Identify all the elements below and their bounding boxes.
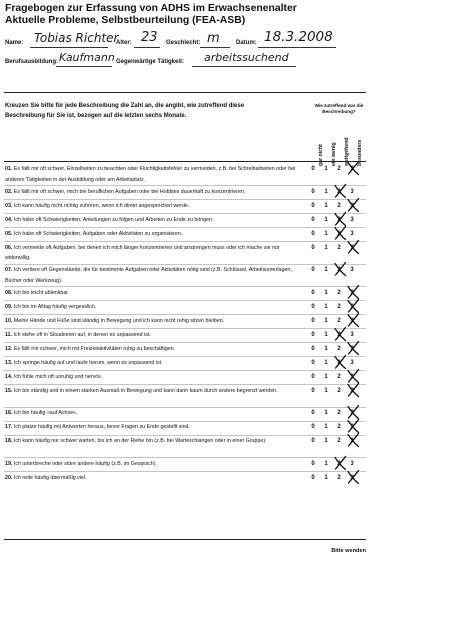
question-row	[0, 422, 452, 435]
instructions: Kreuzen Sie bitte für jede Beschreibung die Zahl an, die angibt, wie zutreffend diese Beschreibung für Sie ist, bezogen auf die letzten sechs Monate.	[5, 103, 245, 119]
question-text	[5, 436, 297, 447]
date-field[interactable]: 18.3.2008	[264, 29, 333, 45]
question-text	[5, 201, 297, 212]
question-label: Ich rede häufig übermäßig viel.	[13, 474, 87, 481]
question-text	[5, 288, 297, 299]
score-option-2[interactable]: 2	[337, 303, 341, 310]
form-title: Fragebogen zur Erfassung von ADHS im Erwachsenenalter	[5, 3, 297, 14]
question-text	[5, 265, 297, 286]
question-number: 15.	[5, 387, 13, 394]
score-option-1[interactable]: 1	[324, 244, 328, 251]
question-text	[5, 164, 297, 185]
training-label: Berufsausbildung:	[5, 59, 59, 65]
score-option-0[interactable]: 0	[311, 410, 315, 416]
age-field[interactable]: 23	[141, 30, 158, 45]
question-row	[0, 473, 452, 486]
score-option-3[interactable]: 3	[350, 230, 354, 237]
score-option-3[interactable]: 3	[350, 359, 354, 366]
question-label: Meine Hände und Füße sind ständig in Bewegung und ich kann nicht ruhig sitzen bleiben.	[13, 317, 225, 324]
score-option-0[interactable]: 0	[311, 359, 315, 366]
score-option-0[interactable]: 0	[311, 303, 315, 310]
question-text	[5, 459, 297, 470]
name-field[interactable]: Tobias Richter	[34, 31, 119, 45]
score-option-0[interactable]: 0	[311, 244, 315, 251]
score-option-0[interactable]: 0	[311, 166, 315, 172]
answer-cross-icon	[346, 161, 360, 175]
score-option-2[interactable]: 2	[337, 331, 341, 338]
question-label: Es fällt mir oft schwer, Einzelheiten zu beachten oder Flüchtigkeitsfehler zu vermeiden, z.B. bei Schreibarbeiten oder bei anderen Tätigkeiten in der Ausbildung oder am Arbeitsplatz.	[5, 166, 296, 183]
question-number: 06.	[5, 244, 13, 251]
score-option-0[interactable]: 0	[311, 267, 315, 273]
answer-cross-icon	[333, 212, 347, 226]
training-field[interactable]: Kaufmann	[59, 51, 115, 64]
question-label: Ich fühle mich oft unruhig und nervös.	[13, 373, 103, 380]
question-row	[0, 187, 452, 200]
activity-field[interactable]: arbeitssuchend	[204, 51, 289, 64]
score-option-3[interactable]: 3	[350, 216, 354, 223]
score-option-1[interactable]: 1	[324, 438, 328, 444]
score-option-3[interactable]: 3	[350, 267, 354, 273]
date-label: Datum:	[236, 40, 257, 46]
question-text	[5, 330, 297, 341]
score-option-2[interactable]: 2	[337, 267, 341, 273]
score-option-3[interactable]: 3	[350, 345, 354, 352]
question-number: 03.	[5, 202, 13, 209]
age-underline	[134, 47, 160, 48]
score-option-2[interactable]: 2	[337, 424, 341, 430]
scale-label-0: gar nicht	[318, 144, 324, 166]
score-option-1[interactable]: 1	[324, 424, 328, 430]
question-text	[5, 358, 297, 369]
question-label: Ich stehe oft in Situationen auf, in denen es unpassend ist.	[13, 331, 151, 338]
score-option-0[interactable]: 0	[311, 202, 315, 209]
question-label: Ich kann häufig nicht richtig zuhören, wenn ich direkt angesprochen werde.	[13, 202, 190, 209]
question-text	[5, 344, 297, 355]
question-row	[0, 243, 452, 264]
question-number: 01.	[5, 166, 13, 172]
score-option-0[interactable]: 0	[311, 345, 315, 352]
question-row	[0, 436, 452, 457]
question-number: 08.	[5, 289, 13, 296]
score-option-3[interactable]: 3	[350, 202, 354, 209]
answer-cross-icon	[346, 433, 360, 447]
answer-cross-icon	[346, 470, 360, 484]
question-text	[5, 422, 297, 433]
score-option-0[interactable]: 0	[311, 289, 315, 296]
question-number: 07.	[5, 267, 13, 273]
name-label: Name:	[5, 40, 24, 46]
question-row	[0, 459, 452, 472]
turn-page-note: Bitte wenden	[331, 548, 366, 554]
score-option-3[interactable]: 3	[350, 410, 354, 416]
question-label: Ich bin leicht ablenkbar.	[13, 289, 70, 296]
score-option-1[interactable]: 1	[324, 166, 328, 172]
score-option-2[interactable]: 2	[337, 317, 341, 324]
score-option-1[interactable]: 1	[324, 289, 328, 296]
question-number: 05.	[5, 230, 13, 237]
score-option-2[interactable]: 2	[337, 216, 341, 223]
score-option-1[interactable]: 1	[324, 460, 328, 467]
answer-cross-icon	[333, 262, 347, 276]
score-option-0[interactable]: 0	[311, 331, 315, 338]
question-row	[0, 265, 452, 286]
sex-label: Geschlecht:	[166, 40, 201, 46]
score-option-0[interactable]: 0	[311, 317, 315, 324]
score-option-3[interactable]: 3	[350, 317, 354, 324]
question-row	[0, 229, 452, 242]
question-number: 14.	[5, 373, 13, 380]
question-label: Ich kann häufig nur schwer warten, bis ich an der Reihe bin (z.B. bei Warteschlangen oder in einer Gruppe).	[13, 438, 267, 444]
question-label: Ich unterbreche oder störe andere häufig (z.B. im Gespräch).	[13, 460, 157, 467]
score-option-2[interactable]: 2	[337, 345, 341, 352]
bottom-rule	[4, 539, 366, 540]
question-label: Ich platze häufig mit Antworten heraus, bevor Fragen zu Ende gestellt sind.	[13, 424, 190, 430]
score-option-3[interactable]: 3	[350, 387, 354, 394]
question-text	[5, 316, 297, 327]
score-option-0[interactable]: 0	[311, 373, 315, 380]
question-row	[0, 215, 452, 228]
answer-cross-icon	[346, 369, 360, 383]
question-row	[0, 288, 452, 301]
question-number: 16.	[5, 410, 13, 416]
score-option-0[interactable]: 0	[311, 460, 315, 467]
question-row	[0, 316, 452, 329]
score-option-2[interactable]: 2	[337, 438, 341, 444]
question-text	[5, 386, 297, 397]
question-text	[5, 408, 297, 419]
score-option-1[interactable]: 1	[324, 331, 328, 338]
score-option-2[interactable]: 2	[337, 230, 341, 237]
score-option-1[interactable]: 1	[324, 474, 328, 481]
question-number: 20.	[5, 474, 13, 481]
score-option-3[interactable]: 3	[350, 244, 354, 251]
scale-label-1: ein wenig	[331, 142, 337, 166]
question-row	[0, 372, 452, 385]
question-row	[0, 358, 452, 371]
score-option-3[interactable]: 3	[350, 438, 354, 444]
answer-cross-icon	[333, 456, 347, 470]
question-number: 12.	[5, 345, 13, 352]
header-rule	[4, 161, 366, 162]
date-underline	[258, 47, 336, 48]
score-option-1[interactable]: 1	[324, 303, 328, 310]
question-label: Ich habe oft Schwierigkeiten, Anleitungen zu folgen und Arbeiten zu Ende zu bringen.	[13, 216, 214, 223]
question-number: 09.	[5, 303, 13, 310]
score-option-1[interactable]: 1	[324, 216, 328, 223]
answer-cross-icon	[333, 226, 347, 240]
activity-underline	[192, 66, 296, 67]
question-row	[0, 344, 452, 357]
score-option-3[interactable]: 3	[350, 460, 354, 467]
answer-cross-icon	[346, 405, 360, 419]
score-option-0[interactable]: 0	[311, 230, 315, 237]
score-option-2[interactable]: 2	[337, 373, 341, 380]
score-option-3[interactable]: 3	[350, 373, 354, 380]
score-option-1[interactable]: 1	[324, 410, 328, 416]
score-option-2[interactable]: 2	[337, 244, 341, 251]
question-label: Ich bin häufig »auf Achse«.	[13, 410, 78, 416]
score-option-2[interactable]: 2	[337, 359, 341, 366]
answer-column-header: Wie zutreffend war die Beschreibung?	[314, 103, 364, 114]
question-row	[0, 330, 452, 343]
answer-cross-icon	[346, 383, 360, 397]
answer-cross-icon	[346, 285, 360, 299]
question-number: 19.	[5, 460, 13, 467]
answer-cross-icon	[333, 327, 347, 341]
score-option-2[interactable]: 2	[337, 289, 341, 296]
score-option-2[interactable]: 2	[337, 202, 341, 209]
score-option-3[interactable]: 3	[350, 303, 354, 310]
score-option-2[interactable]: 2	[337, 188, 341, 195]
top-rule	[4, 92, 366, 93]
question-number: 02.	[5, 188, 13, 195]
question-text	[5, 229, 297, 240]
question-text	[5, 372, 297, 383]
question-text	[5, 215, 297, 226]
question-text	[5, 187, 297, 198]
question-row	[0, 408, 452, 421]
training-underline	[56, 66, 112, 67]
score-option-0[interactable]: 0	[311, 474, 315, 481]
question-row	[0, 164, 452, 185]
question-label: Ich habe oft Schwierigkeiten, Aufgaben oder Aktivitäten zu organisieren.	[13, 230, 183, 237]
score-option-3[interactable]: 3	[350, 289, 354, 296]
score-option-1[interactable]: 1	[324, 267, 328, 273]
question-number: 11.	[5, 331, 13, 338]
answer-cross-icon	[333, 355, 347, 369]
answer-cross-icon	[346, 240, 360, 254]
question-label: Es fällt mir schwer, mich mit Freizeitaktivitäten ruhig zu beschäftigen.	[13, 345, 176, 352]
sex-underline	[200, 47, 230, 48]
question-label: Ich vermeide oft Aufgaben, bei denen ich mich länger konzentrieren und anstrengen muss oder ich mache sie nur widerwillig.	[5, 244, 280, 261]
question-number: 17.	[5, 424, 13, 430]
score-option-1[interactable]: 1	[324, 317, 328, 324]
answer-cross-icon	[333, 184, 347, 198]
question-label: Ich bin im Alltag häufig vergesslich.	[13, 303, 97, 310]
name-underline	[30, 47, 108, 48]
scale-label-2: weitgehend	[344, 137, 350, 166]
answer-cross-icon	[346, 419, 360, 433]
score-option-2[interactable]: 2	[337, 387, 341, 394]
form-subtitle: Aktuelle Probleme, Selbstbeurteilung (FEA-ASB)	[5, 15, 246, 26]
score-option-3[interactable]: 3	[350, 166, 354, 172]
question-text	[5, 302, 297, 313]
score-option-2[interactable]: 2	[337, 474, 341, 481]
score-option-3[interactable]: 3	[350, 424, 354, 430]
score-option-1[interactable]: 1	[324, 188, 328, 195]
answer-cross-icon	[346, 198, 360, 212]
score-option-3[interactable]: 3	[350, 331, 354, 338]
score-option-1[interactable]: 1	[324, 345, 328, 352]
score-option-1[interactable]: 1	[324, 373, 328, 380]
question-text	[5, 473, 297, 484]
score-option-1[interactable]: 1	[324, 359, 328, 366]
question-number: 04.	[5, 216, 13, 223]
score-option-2[interactable]: 2	[337, 410, 341, 416]
score-option-0[interactable]: 0	[311, 216, 315, 223]
question-row	[0, 386, 452, 407]
answer-cross-icon	[346, 299, 360, 313]
score-option-0[interactable]: 0	[311, 438, 315, 444]
question-label: Ich bin ständig und in einem starken Ausmaß in Bewegung und kann darin kaum durch andere begrenzt werden.	[13, 387, 278, 394]
score-option-0[interactable]: 0	[311, 188, 315, 195]
sex-field[interactable]: m	[207, 31, 220, 46]
question-label: Es fällt mir oft schwer, mich bei beruflichen Aufgaben oder bei Hobbies dauerhaft zu konzentrieren.	[13, 188, 246, 195]
score-option-0[interactable]: 0	[311, 424, 315, 430]
question-number: 13.	[5, 359, 13, 366]
activity-label: Gegenwärtige Tätigkeit:	[116, 59, 185, 65]
score-option-1[interactable]: 1	[324, 230, 328, 237]
answer-cross-icon	[346, 313, 360, 327]
question-label: Ich springe häufig auf und laufe herum, wenn es unpassend ist.	[13, 359, 163, 366]
question-number: 10.	[5, 317, 13, 324]
question-number: 18.	[5, 438, 13, 444]
question-row	[0, 302, 452, 315]
score-option-1[interactable]: 1	[324, 387, 328, 394]
score-option-3[interactable]: 3	[350, 474, 354, 481]
answer-cross-icon	[346, 341, 360, 355]
question-text	[5, 243, 297, 264]
age-label: Alter:	[116, 40, 132, 46]
question-label: Ich verliere oft Gegenstände, die für bestimmte Aufgaben oder Aktivitäten nötig sind (z.B. Schlüssel, Arbeitsunterlagen, Bücher oder Werkzeug).	[5, 267, 292, 284]
question-row	[0, 201, 452, 214]
score-option-2[interactable]: 2	[337, 460, 341, 467]
score-option-1[interactable]: 1	[324, 202, 328, 209]
score-option-3[interactable]: 3	[350, 188, 354, 195]
score-option-0[interactable]: 0	[311, 387, 315, 394]
score-option-2[interactable]: 2	[337, 166, 341, 172]
scale-label-3: besonders	[357, 139, 363, 166]
